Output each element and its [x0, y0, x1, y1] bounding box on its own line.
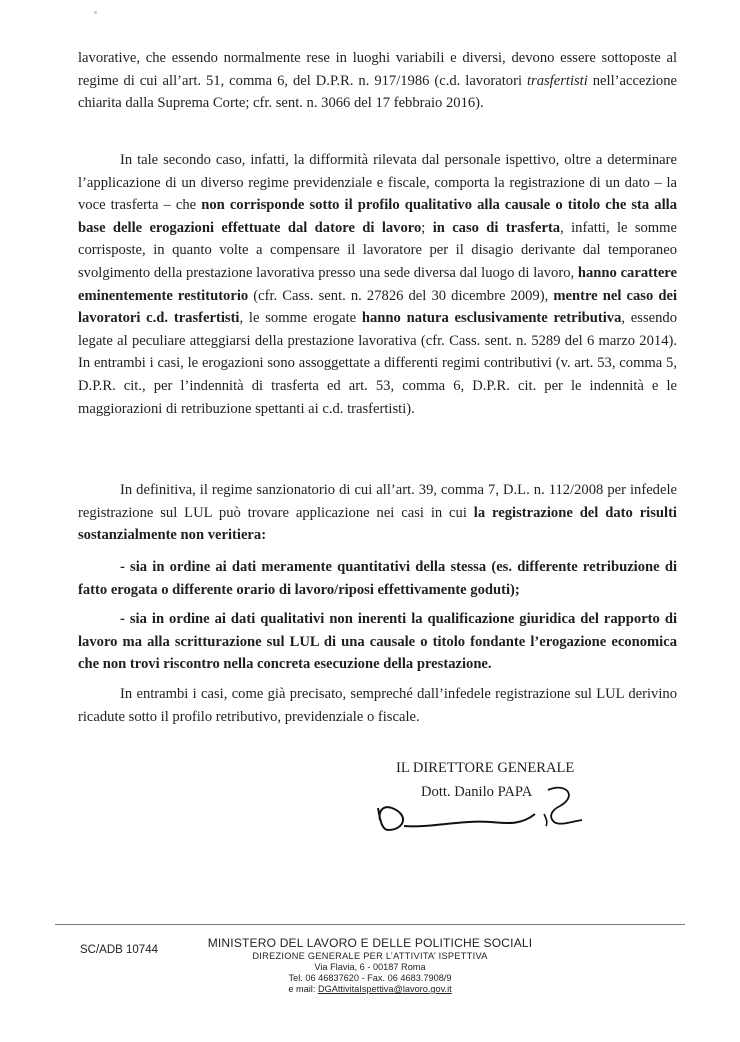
email-label: e mail:	[288, 984, 318, 994]
address: Via Flavia, 6 - 00187 Roma	[314, 962, 426, 972]
text-run: nell’accezione chiarita dalla Suprema Corte; cfr. sent. n. 3066 del 17 febbraio 2016).	[78, 72, 678, 112]
text-run: hanno natura esclusivamente retributiva	[361, 310, 622, 327]
text-run: , le somme erogate	[239, 310, 362, 327]
text-run: in caso di trasferta	[432, 219, 561, 236]
text-run: In tale secondo caso, infatti, la difformità rilevata dal personale ispettivo, oltre a determinare l’applicazione di un diverso regime previdenziale e fiscale, comporta la registrazione di un dato – la voce trasferta – che	[78, 152, 677, 214]
footer-divider	[55, 924, 685, 925]
text-run: hanno carattere eminentemente restitutorio	[78, 264, 678, 304]
ministry-name: MINISTERO DEL LAVORO E DELLE POLITICHE SOCIALI	[207, 936, 533, 950]
text-run: In entrambi i casi, come già precisato, sempreché dall’infedele registrazione sul LUL derivino ricadute sotto il profilo retributivo, previdenziale o fiscale.	[78, 686, 677, 725]
text-run: mentre nel caso dei lavoratori c.d. trasfertisti	[78, 287, 678, 327]
scan-speck	[94, 11, 97, 14]
phone-fax: Tel. 06 46837620 - Fax. 06 4683.7908/9	[288, 973, 452, 983]
direction-name: DIREZIONE GENERALE PER L’ATTIVITA’ ISPETTIVA	[252, 951, 488, 961]
signatory-name: Dott. Danilo PAPA	[421, 784, 533, 800]
bullet-quantitative	[78, 556, 677, 601]
signatory-title: IL DIRETTORE GENERALE	[396, 760, 575, 776]
text-run: - sia in ordine ai dati meramente quantitativi della stessa (es. differente retribuzione di fatto erogata o differente orario di lavoro/riposi effettivamente goduti);	[78, 559, 677, 598]
document-code: SC/ADB 10744	[80, 944, 158, 956]
paragraph-second-case	[78, 149, 677, 420]
bullet-qualitative	[78, 608, 677, 676]
text-run: , essendo legate al peculiare atteggiarsi della prestazione lavorativa (cfr. Cass. sent. n. 5289 del 6 marzo 2014). In entrambi i casi, le erogazioni sono assoggettate a differenti regimi contributivi (v. art. 53, comma 5, D.P.R. cit., per l’indennità di trasferta ed art. 53, comma 6, D.P.R. cit. per le indennità e le maggiorazioni di retribuzione spettanti ai c.d. trasfertisti).	[78, 310, 678, 417]
text-run: In definitiva, il regime sanzionatorio di cui all’art. 39, comma 7, D.L. n. 112/2008 per infedele registrazione sul LUL può trovare applicazione nei casi in cui	[78, 482, 677, 521]
text-run: la registrazione del dato risulti sostanzialmente non veritiera:	[78, 504, 677, 544]
text-run: lavorative, che essendo normalmente rese in luoghi variabili e diversi, devono essere sottoposte al regime di cui all’art. 51, comma 6, del D.P.R. n. 917/1986 (c.d. lavoratori	[78, 50, 677, 89]
text-run: ;	[421, 219, 433, 236]
text-run: trasfertisti	[526, 72, 588, 89]
paragraph-continuation	[78, 47, 677, 115]
email-link[interactable]: DGAttivitaIspettiva@lavoro.gov.it	[317, 984, 452, 994]
text-run: (cfr. Cass. sent. n. 27826 del 30 dicembre 2009),	[248, 287, 554, 304]
text-run: non corrisponde sotto il profilo qualitativo alla causale o titolo che sta alla base delle erogazioni effettuate dal datore di lavoro	[78, 197, 677, 236]
paragraph-closing	[78, 683, 677, 728]
ministry-letterhead	[190, 936, 550, 995]
paragraph-conclusion	[78, 479, 677, 547]
text-run: - sia in ordine ai dati qualitativi non inerenti la qualificazione giuridica del rapporto di lavoro ma alla scritturazione sul LUL di una causale o titolo fondante l’erogazione economica che non trovi riscontro nella concreta esecuzione della prestazione.	[78, 611, 677, 673]
email-line	[190, 984, 550, 995]
handwritten-signature	[370, 770, 590, 840]
text-run: , infatti, le somme corrisposte, in quanto volte a compensare il lavoratore per il disagio derivante dal temporaneo svolgimento della prestazione lavorativa presso una sede diversa dal luogo di lavoro,	[78, 219, 677, 281]
